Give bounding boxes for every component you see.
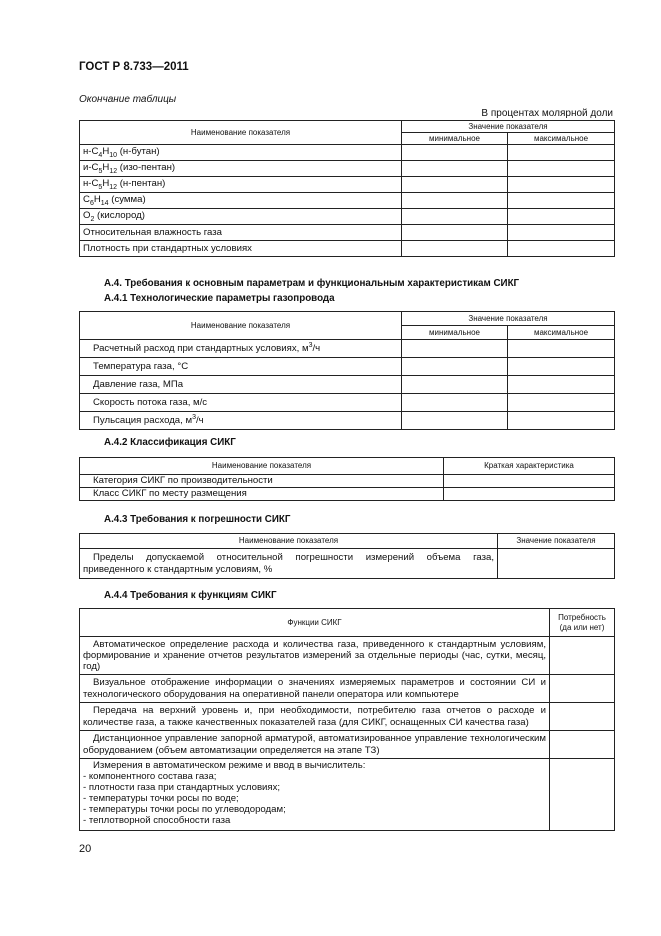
col-header-need: Потребность (да или нет) xyxy=(550,609,615,637)
list-item: - температуры точки росы по воде; xyxy=(83,793,239,805)
table-row: Дистанционное управление запорной арматурой, автоматизированное управление технологическим оборудованием (объем автоматизации определяется на этапе ТЗ) xyxy=(80,731,615,759)
col-header-functions: Функции СИКГ xyxy=(80,609,550,637)
table-row: Категория СИКГ по производительности xyxy=(80,475,615,488)
table-row: Класс СИКГ по месту размещения xyxy=(80,488,615,501)
table-row: $и-C_5H_{12}$ (изо-пентан) xyxy=(80,161,615,177)
table-row: Передача на верхний уровень и, при необходимости, потребителю газа отчетов о расходе и количестве газа, а также качественных показателей газа (для СИКГ, оснащенных СИ качества газа) xyxy=(80,703,615,731)
units-note: В процентах молярной доли xyxy=(481,108,613,119)
classification-table xyxy=(79,457,615,501)
list-item: - плотности газа при стандартных условиях; xyxy=(83,782,281,794)
section-a42-heading: А.4.2 Классификация СИКГ xyxy=(104,437,236,448)
table-continuation-note: Окончание таблицы xyxy=(79,94,177,105)
table-row: $O_2$ (кислород) xyxy=(80,209,615,225)
composition-table xyxy=(79,120,615,257)
col-header-name: Наименование показателя xyxy=(80,458,444,475)
table-row: Пульсация расхода, $м^3/ч$ xyxy=(80,412,615,430)
col-header-max: максимальное xyxy=(508,133,615,145)
table-row: $н-C_5H_{12}$ (н-пентан) xyxy=(80,177,615,193)
section-a4-heading: А.4. Требования к основным параметрам и функциональным характеристикам СИКГ xyxy=(104,278,520,289)
table-row: Температура газа, °С xyxy=(80,358,615,376)
col-header-name: Наименование показателя xyxy=(80,312,402,340)
col-header-name: Наименование показателя xyxy=(80,121,402,145)
col-header-min: минимальное xyxy=(402,133,508,145)
table-row xyxy=(80,759,615,831)
col-header-value: Значение показателя xyxy=(498,534,615,549)
section-a43-heading: А.4.3 Требования к погрешности СИКГ xyxy=(104,514,291,525)
col-header-value: Значение показателя xyxy=(402,312,615,326)
col-header-name: Наименование показателя xyxy=(80,534,498,549)
col-header-min: минимальное xyxy=(402,326,508,340)
table-row: $н-C_4H_{10}$ (н-бутан) xyxy=(80,145,615,161)
table-row: Автоматическое определение расхода и количества газа, приведенного к стандартным условиям, формирование и хранение отчетов результатов измерений за отдельные периоды (час, сутки, месяц, год) xyxy=(80,637,615,675)
table-row: Скорость потока газа, м/с xyxy=(80,394,615,412)
section-a41-heading: А.4.1 Технологические параметры газопровода xyxy=(104,293,335,304)
table-row: Расчетный расход при стандартных условиях, $м^3/ч$ xyxy=(80,340,615,358)
document-code: ГОСТ Р 8.733—2011 xyxy=(79,61,189,73)
accuracy-table xyxy=(79,533,615,579)
table-row: Относительная влажность газа xyxy=(80,225,615,241)
page-number: 20 xyxy=(79,843,92,855)
list-item: - температуры точки росы по углеводородам; xyxy=(83,804,286,816)
table-row: Плотность при стандартных условиях xyxy=(80,241,615,257)
col-header-characteristic: Краткая характеристика xyxy=(444,458,615,475)
functions-table xyxy=(79,608,615,831)
list-item: - компонентного состава газа; xyxy=(83,771,217,783)
table-row: Пределы допускаемой относительной погрешности измерений объема газа, приведенного к стандартным условиям, % xyxy=(80,549,615,579)
table-row: Визуальное отображение информации о значениях измеряемых параметров и состоянии СИ и технологического оборудования на оперативной панели оператора или компьютере xyxy=(80,675,615,703)
measurement-list-title: Измерения в автоматическом режиме и ввод в вычислитель: xyxy=(93,760,366,771)
table-row: $C_6H_{14}$ (сумма) xyxy=(80,193,615,209)
table-row: Давление газа, МПа xyxy=(80,376,615,394)
section-a44-heading: А.4.4 Требования к функциям СИКГ xyxy=(104,590,277,601)
pipeline-parameters-table xyxy=(79,311,615,430)
col-header-value: Значение показателя xyxy=(402,121,615,133)
list-item: - теплотворной способности газа xyxy=(83,815,231,827)
col-header-max: максимальное xyxy=(508,326,615,340)
